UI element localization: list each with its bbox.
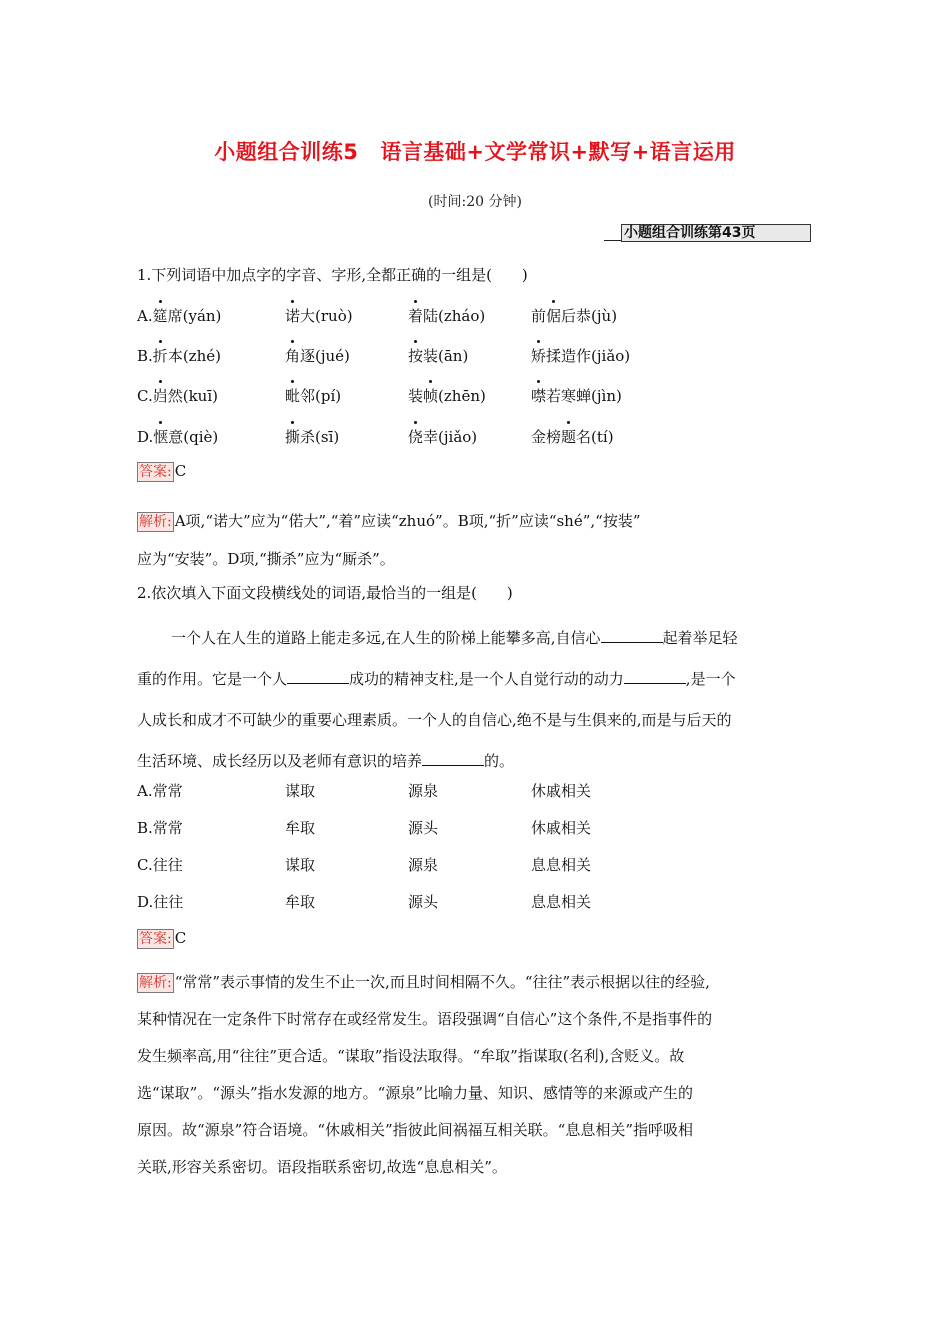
analysis-line: 发生频率高,用“往往”更合适。“谋取”指设法取得。“牟取”指谋取(名利),含贬义。故 <box>137 1047 685 1065</box>
option-item <box>531 426 614 447</box>
option-text: 后恭(jù) <box>561 307 618 325</box>
option-text: 揉造作(jiǎo) <box>546 347 631 365</box>
option-item <box>531 385 622 406</box>
analysis-line: 原因。故“源泉”符合语境。“休戚相关”指彼此间祸福互相关联。“息息相关”指呼吸相 <box>137 1121 694 1139</box>
option-item <box>408 385 486 406</box>
option-text: 名(tí) <box>576 428 614 446</box>
option-item: 牟取 <box>285 819 316 837</box>
answer-tag: 答案: <box>139 931 172 947</box>
title-part-2: 语言基础+文学常识+默写+语言运用 <box>380 140 736 164</box>
option-label: D. <box>137 428 154 446</box>
option-item <box>531 345 630 366</box>
dotted-char: 角 <box>285 347 301 365</box>
time-limit: (时间:20 分钟) <box>428 194 522 210</box>
option-item: 牟取 <box>285 893 316 911</box>
analysis-tag: 解析: <box>139 975 172 991</box>
dotted-char: 筵 <box>152 307 168 325</box>
option-label: B. <box>137 347 153 365</box>
fill-blank-3 <box>624 669 686 684</box>
dotted-char: 折 <box>152 347 168 365</box>
dotted-char: 侥 <box>408 428 424 446</box>
dotted-char: 矫 <box>531 347 547 365</box>
analysis-line: A项,“诺大”应为“偌大”,“着”应读“zhuó”。B项,“折”应读“shé”,“按装” <box>174 512 641 530</box>
option-item: 息息相关 <box>531 856 592 874</box>
option-item: A.常常 <box>137 782 183 800</box>
option-text: 席(yán) <box>167 307 222 325</box>
option-item: 源头 <box>408 819 439 837</box>
option-text: 本(zhé) <box>167 347 221 365</box>
option-text: 逐(jué) <box>300 347 350 365</box>
fill-blank-1 <box>601 628 663 643</box>
option-item: 息息相关 <box>531 893 592 911</box>
option-item <box>285 385 341 406</box>
analysis-line: 关联,形容关系密切。语段指联系密切,故选“息息相关”。 <box>137 1158 507 1176</box>
option-text: 幸(jiǎo) <box>423 428 478 446</box>
passage-text: 重的作用。它是一个人 <box>137 670 288 688</box>
option-item: 源泉 <box>408 782 439 800</box>
analysis-line: 选“谋取”。“源头”指水发源的地方。“源泉”比喻力量、知识、感情等的来源或产生的 <box>137 1084 694 1102</box>
option-item: B.常常 <box>137 819 183 837</box>
question-1-stem: 1.下列词语中加点字的字音、字形,全都正确的一组是( ) <box>137 266 528 284</box>
option-text: 装 <box>408 387 424 405</box>
passage-text: 一个人在人生的道路上能走多远,在人生的阶梯上能攀多高,自信心 <box>171 629 601 647</box>
option-item: 休戚相关 <box>531 782 592 800</box>
dotted-char: 撕 <box>285 428 301 446</box>
option-text: 装(ān) <box>423 347 469 365</box>
fill-blank-4 <box>422 751 484 766</box>
answer-value: C <box>174 929 187 947</box>
question-1-analysis <box>137 502 817 578</box>
dotted-char: 噤 <box>531 387 547 405</box>
question-2-answer <box>137 929 186 949</box>
option-item: 谋取 <box>285 856 316 874</box>
dotted-char: 帧 <box>423 387 439 405</box>
page-ref-rule <box>604 240 622 241</box>
passage-text: 人成长和成才不可缺少的重要心理素质。一个人的自信心,绝不是与生俱来的,而是与后天的 <box>137 711 732 729</box>
analysis-tag: 解析: <box>139 514 172 530</box>
option-text: 前 <box>531 307 547 325</box>
option-text: 然(kuī) <box>167 387 218 405</box>
question-2-analysis <box>137 964 817 1186</box>
passage-text: 成功的精神支柱,是一个人自觉行动的动力 <box>349 670 624 688</box>
page-reference: 小题组合训练第43页 <box>621 224 811 242</box>
option-item: C.往往 <box>137 856 183 874</box>
question-1-answer <box>137 462 186 482</box>
option-item: 谋取 <box>285 782 316 800</box>
fill-blank-2 <box>287 669 349 684</box>
option-text: (zhēn) <box>438 387 486 405</box>
option-item <box>285 305 353 326</box>
option-text: 金榜 <box>531 428 562 446</box>
option-text: 邻(pí) <box>300 387 342 405</box>
option-item <box>137 426 218 447</box>
option-item: 源泉 <box>408 856 439 874</box>
passage-text: 生活环境、成长经历以及老师有意识的培养 <box>137 752 423 770</box>
option-item <box>408 305 485 326</box>
passage-text: 的。 <box>484 752 515 770</box>
dotted-char: 着 <box>408 307 424 325</box>
dotted-char: 题 <box>561 428 577 446</box>
option-label: C. <box>137 387 153 405</box>
option-text: 若寒蝉(jìn) <box>546 387 622 405</box>
option-text: 意(qiè) <box>168 428 219 446</box>
dotted-char: 按 <box>408 347 424 365</box>
option-text: 陆(zháo) <box>423 307 486 325</box>
dotted-char: 诺 <box>285 307 301 325</box>
dotted-char: 倨 <box>546 307 562 325</box>
option-text: 杀(sī) <box>300 428 340 446</box>
option-label: A. <box>137 307 153 325</box>
analysis-line: 某种情况在一定条件下时常存在或经常发生。语段强调“自信心”这个条件,不是指事件的 <box>137 1010 713 1028</box>
page-title <box>0 136 950 166</box>
option-item <box>137 345 221 366</box>
option-item <box>531 305 617 326</box>
title-part-1: 小题组合训练5 <box>214 140 359 164</box>
answer-value: C <box>174 462 187 480</box>
dotted-char: 岿 <box>152 387 168 405</box>
passage-text: 起着举足轻 <box>662 629 738 647</box>
option-item <box>285 426 339 447</box>
option-item: 源头 <box>408 893 439 911</box>
option-item <box>408 345 468 366</box>
option-item: D.往往 <box>137 893 184 911</box>
option-item <box>285 345 350 366</box>
dotted-char: 毗 <box>285 387 301 405</box>
question-2-passage <box>137 618 817 782</box>
question-2-stem: 2.依次填入下面文段横线处的词语,最恰当的一组是( ) <box>137 584 513 602</box>
option-item: 休戚相关 <box>531 819 592 837</box>
analysis-line: 应为“安装”。D项,“撕杀”应为“厮杀”。 <box>137 550 395 568</box>
analysis-line: “常常”表示事情的发生不止一次,而且时间相隔不久。“往往”表示根据以往的经验, <box>174 973 710 991</box>
passage-text: ,是一个 <box>685 670 736 688</box>
option-item <box>137 305 221 326</box>
option-item <box>137 385 218 406</box>
answer-tag: 答案: <box>139 464 172 480</box>
option-text: 大(ruò) <box>300 307 353 325</box>
option-item <box>408 426 477 447</box>
dotted-char: 惬 <box>153 428 169 446</box>
